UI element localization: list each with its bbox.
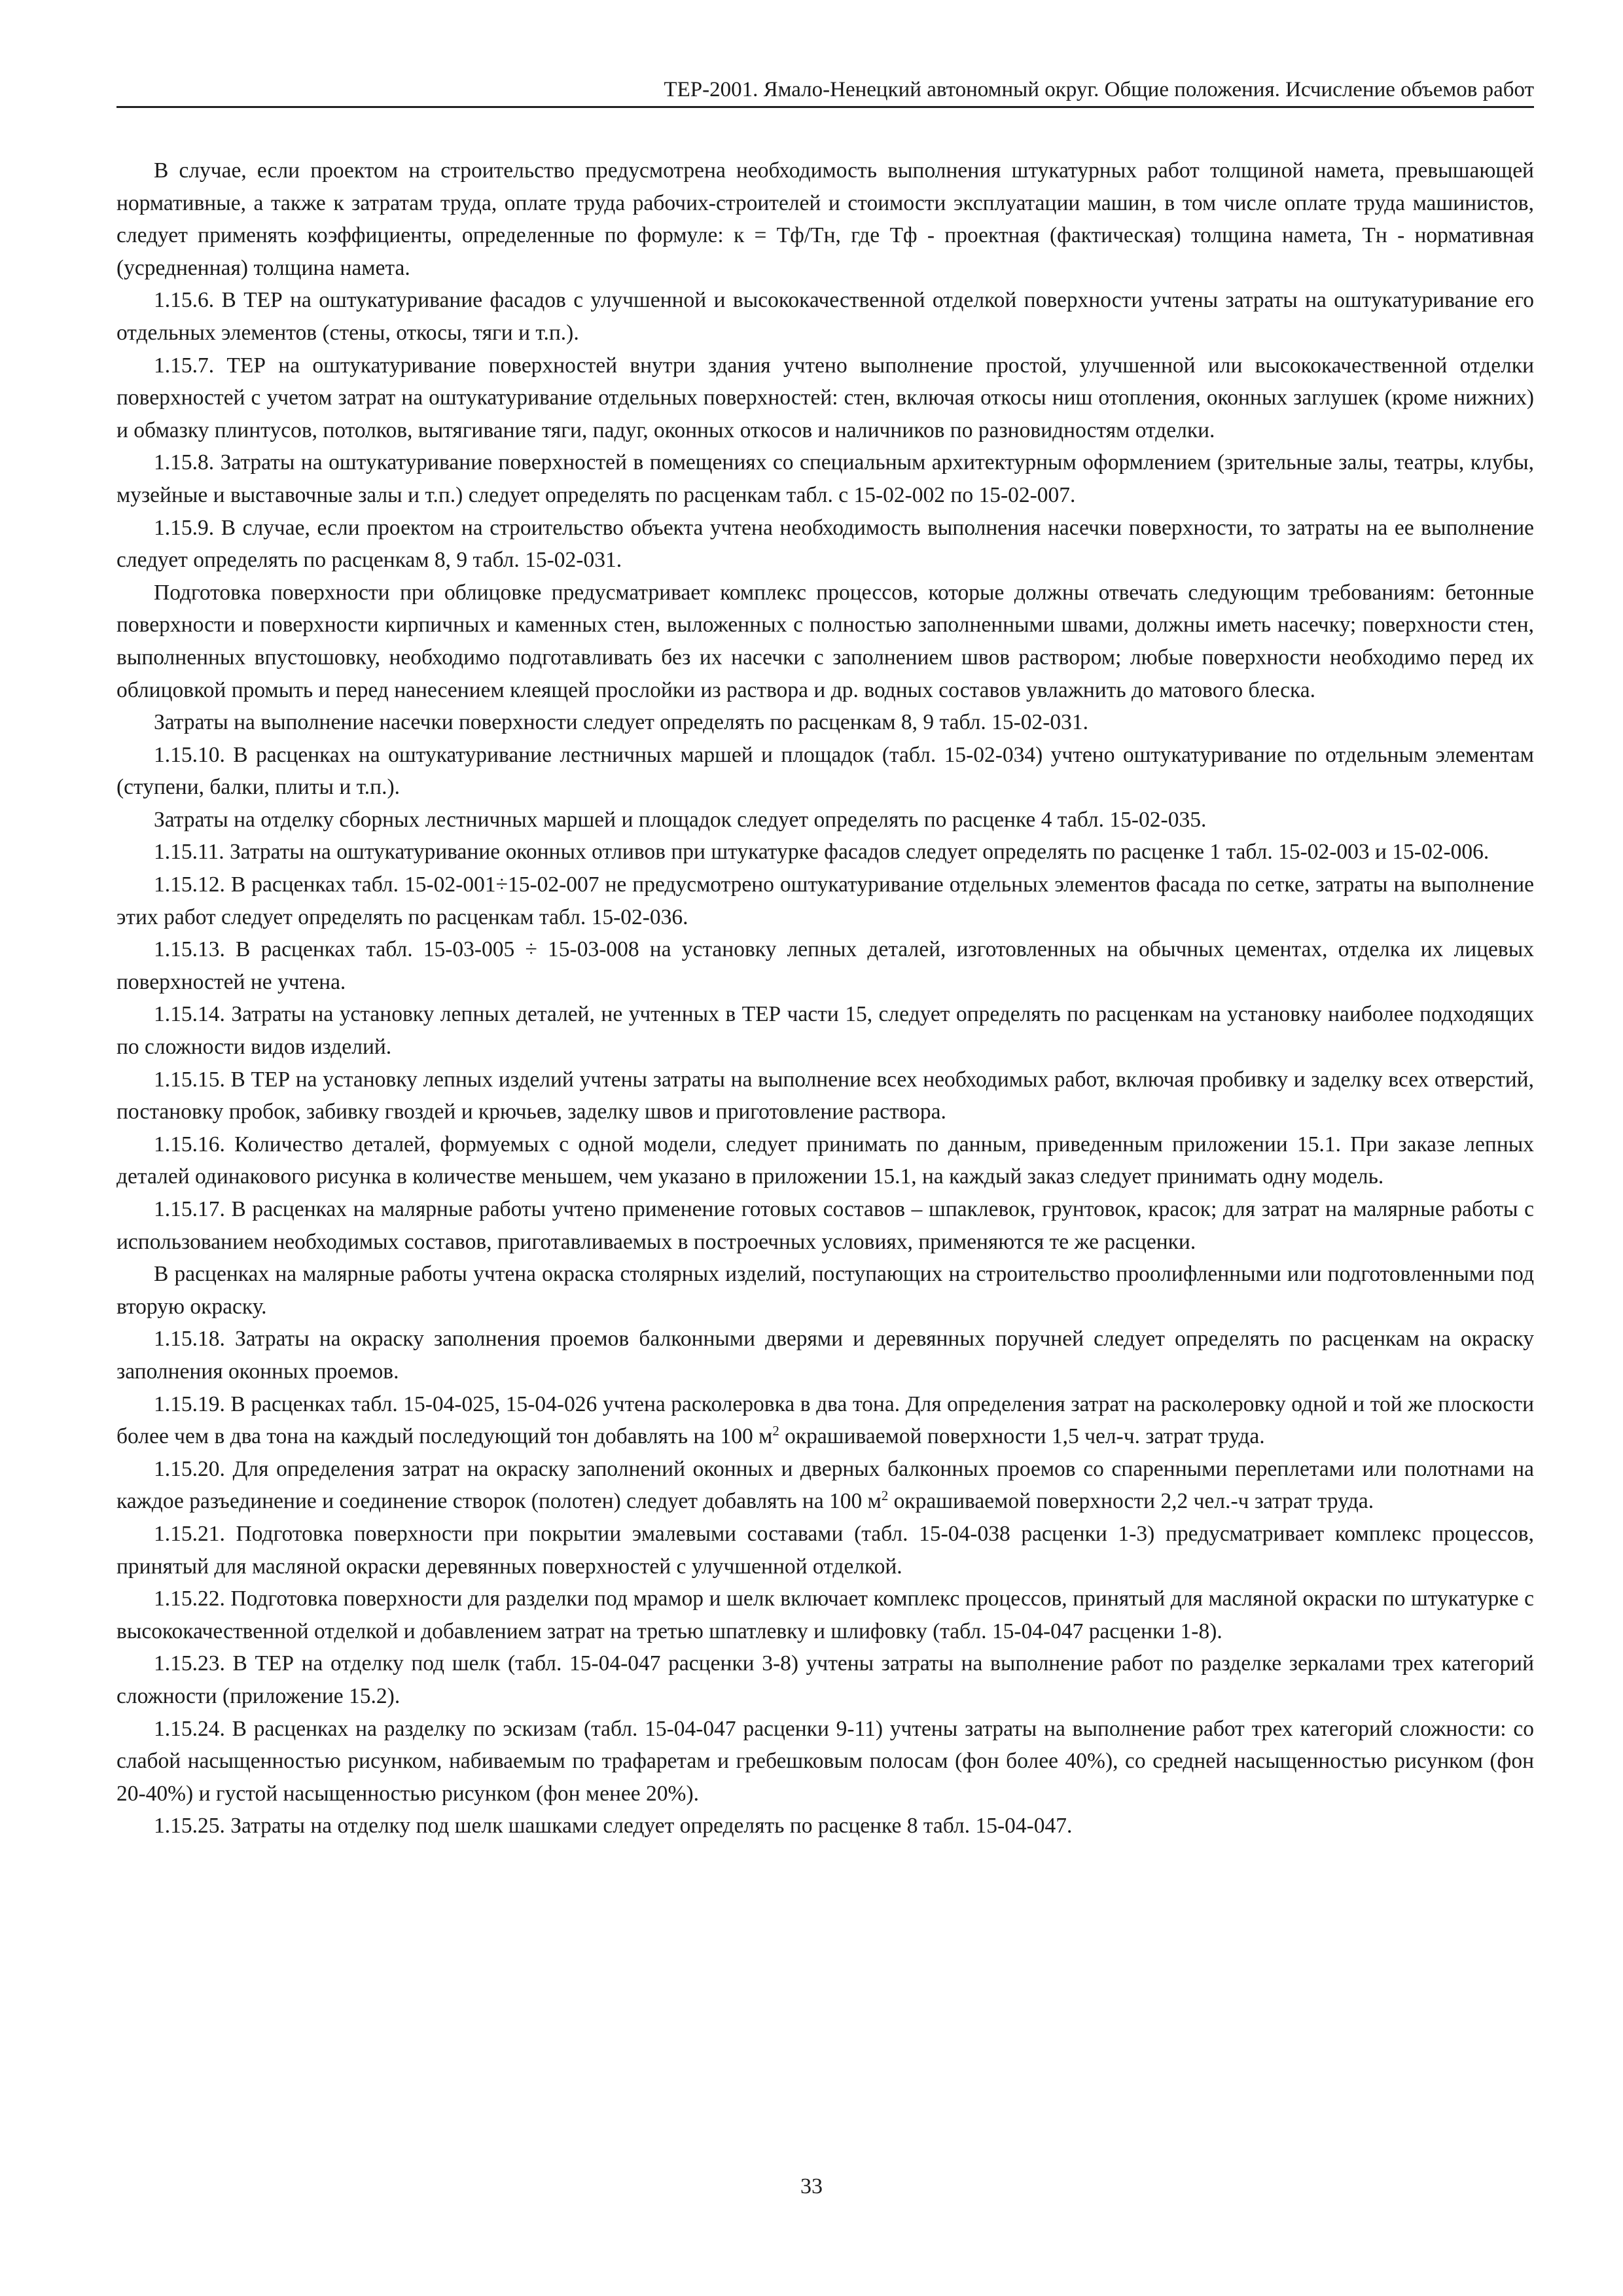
paragraph-text: окрашиваемой поверхности 2,2 чел.-ч затрат труда. bbox=[888, 1489, 1374, 1514]
paragraph: 1.15.7. ТЕР на оштукатуривание поверхностей внутри здания учтено выполнение простой, улучшенной или высококачественной отделки поверхностей с учетом затрат на оштукатуривание отдельных поверхностей: стен, включая откосы ниш отопления, оконных заглушек (кроме нижних) и обмазку плинтусов, потолков, вытягивание тяги, падуг, оконных откосов и наличников по разновидностям отделки. bbox=[116, 353, 1534, 442]
paragraph-text: окрашиваемой поверхности 1,5 чел-ч. затрат труда. bbox=[779, 1424, 1265, 1449]
paragraph: 1.15.21. Подготовка поверхности при покрытии эмалевыми составами (табл. 15-04-038 расценки 1-3) предусматривает комплекс процессов, принятый для масляной окраски деревянных поверхностей с улучшенной отделкой. bbox=[116, 1521, 1534, 1579]
paragraph: Затраты на отделку сборных лестничных маршей и площадок следует определять по расценке 4 табл. 15-02-035. bbox=[154, 807, 1207, 832]
paragraph: 1.15.6. В ТЕР на оштукатуривание фасадов с улучшенной и высококачественной отделкой поверхности учтены затраты на оштукатуривание его отдельных элементов (стены, откосы, тяги и т.п.). bbox=[116, 288, 1534, 345]
paragraph: В случае, если проектом на строительство предусмотрена необходимость выполнения штукатурных работ толщиной намета, превышающей нормативные, а также к затратам труда, оплате труда рабочих-строителей и стоимости эксплуатации машин, в том числе оплате труда машинистов, следует применять коэффициенты, определенные по формуле: к = Тф/Тн, где Тф - проектная (фактическая) толщина намета, Тн - нормативная (усредненная) толщина намета. bbox=[116, 158, 1534, 280]
paragraph: 1.15.12. В расценках табл. 15-02-001÷15-02-007 не предусмотрено оштукатуривание отдельных элементов фасада по сетке, затраты на выполнение этих работ следует определять по расценкам табл. 15-02-036. bbox=[116, 872, 1534, 929]
running-header: ТЕР-2001. Ямало-Ненецкий автономный округ. Общие положения. Исчисление объемов работ bbox=[116, 73, 1534, 108]
paragraph: 1.15.16. Количество деталей, формуемых с одной модели, следует принимать по данным, приведенным приложении 15.1. При заказе лепных деталей одинакового рисунка в количестве меньшем, чем указано в приложении 15.1, на каждый заказ следует принимать одну модель. bbox=[116, 1132, 1534, 1189]
paragraph: Затраты на выполнение насечки поверхности следует определять по расценкам 8, 9 табл. 15-02-031. bbox=[154, 710, 1089, 735]
page-number: 33 bbox=[800, 2174, 823, 2198]
superscript: 2 bbox=[881, 1488, 889, 1504]
paragraph: 1.15.18. Затраты на окраску заполнения проемов балконными дверями и деревянных поручней следует определять по расценкам на окраску заполнения оконных проемов. bbox=[116, 1327, 1534, 1384]
paragraph bbox=[116, 1388, 1534, 1453]
paragraph: 1.15.25. Затраты на отделку под шелк шашками следует определять по расценке 8 табл. 15-04-047. bbox=[154, 1814, 1073, 1839]
document-body bbox=[116, 154, 1534, 1842]
paragraph-text: 1.15.19. В расценках табл. 15-04-025, 15-04-026 учтена расколеровка в два тона. Для определения затрат на расколеровку одной и той же плоскости более чем в два тона на каждый последующий тон добавлять на 100 м bbox=[116, 1391, 1534, 1449]
paragraph: 1.15.11. Затраты на оштукатуривание оконных отливов при штукатурке фасадов следует определять по расценке 1 табл. 15-02-003 и 15-02-006. bbox=[154, 840, 1489, 865]
paragraph: 1.15.23. В ТЕР на отделку под шелк (табл. 15-04-047 расценки 3-8) учтены затраты на выполнение работ по разделке зеркалами трех категорий сложности (приложение 15.2). bbox=[116, 1651, 1534, 1708]
paragraph: 1.15.13. В расценках табл. 15-03-005 ÷ 15-03-008 на установку лепных деталей, изготовленных на обычных цементах, отделка их лицевых поверхностей не учтена. bbox=[116, 937, 1534, 994]
paragraph: 1.15.22. Подготовка поверхности для разделки под мрамор и шелк включает комплекс процессов, принятый для масляной окраски по штукатурке с высококачественной отделкой и добавлением затрат на третью шпатлевку и шлифовку (табл. 15-04-047 расценки 1-8). bbox=[116, 1587, 1534, 1643]
paragraph-text: 1.15.20. Для определения затрат на окраску заполнений оконных и дверных балконных проемов со спаренными переплетами или полотнами на каждое разъединение и соединение створок (полотен) следует добавлять на 100 м bbox=[116, 1456, 1534, 1514]
paragraph: 1.15.17. В расценках на малярные работы учтено применение готовых составов – шпаклевок, грунтовок, красок; для затрат на малярные работы с использованием необходимых составов, приготавливаемых в построечных условиях, применяются те же расценки. bbox=[116, 1197, 1534, 1254]
paragraph: Подготовка поверхности при облицовке предусматривает комплекс процессов, которые должны отвечать следующим требованиям: бетонные поверхности и поверхности кирпичных и каменных стен, выложенных с полностью заполненными швами, должны иметь насечку; поверхности стен, выполненных впустошовку, необходимо подготавливать без их насечки с заполнением швов раствором; любые поверхности необходимо перед их облицовкой промыть и перед нанесением клеящей прослойки из раствора и др. водных составов увлажнить до матового блеска. bbox=[116, 580, 1534, 702]
paragraph: 1.15.8. Затраты на оштукатуривание поверхностей в помещениях со специальным архитектурным оформлением (зрительные залы, театры, клубы, музейные и выставочные залы и т.п.) следует определять по расценкам табл. с 15-02-002 по 15-02-007. bbox=[116, 450, 1534, 507]
paragraph: 1.15.14. Затраты на установку лепных деталей, не учтенных в ТЕР части 15, следует определять по расценкам на установку наиболее подходящих по сложности видов изделий. bbox=[116, 1002, 1534, 1060]
paragraph: В расценках на малярные работы учтена окраска столярных изделий, поступающих на строительство проолифленными или подготовленными под вторую окраску. bbox=[116, 1262, 1534, 1319]
paragraph: 1.15.24. В расценках на разделку по эскизам (табл. 15-04-047 расценки 9-11) учтены затраты на выполнение работ трех категорий сложности: со слабой насыщенностью рисунком, набиваемым по трафаретам и гребешковым полосам (фон более 40%), со средней насыщенностью рисунком (фон 20-40%) и густой насыщенностью рисунком (фон менее 20%). bbox=[116, 1716, 1534, 1806]
paragraph: 1.15.15. В ТЕР на установку лепных изделий учтены затраты на выполнение всех необходимых работ, включая пробивку и заделку всех отверстий, постановку пробок, забивку гвоздей и крючьев, заделку швов и приготовление раствора. bbox=[116, 1067, 1534, 1124]
paragraph: 1.15.10. В расценках на оштукатуривание лестничных маршей и площадок (табл. 15-02-034) учтено оштукатуривание по отдельным элементам (ступени, балки, плиты и т.п.). bbox=[116, 742, 1534, 800]
superscript: 2 bbox=[772, 1424, 779, 1439]
paragraph bbox=[116, 1453, 1534, 1518]
paragraph: 1.15.9. В случае, если проектом на строительство объекта учтена необходимость выполнения насечки поверхности, то затраты на ее выполнение следует определять по расценкам 8, 9 табл. 15-02-031. bbox=[116, 515, 1534, 573]
